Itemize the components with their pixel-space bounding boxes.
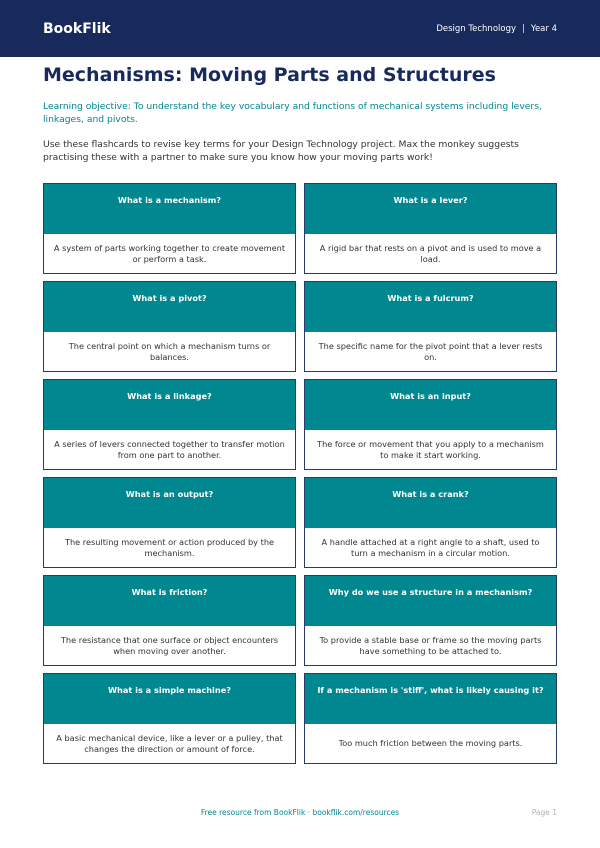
flashcard-question: What is a fulcrum? — [305, 282, 556, 332]
flashcard-question: What is a pivot? — [44, 282, 295, 332]
flashcard-question: What is a mechanism? — [44, 184, 295, 234]
flashcard-question: What is a linkage? — [44, 380, 295, 430]
learning-objective: Learning objective: To understand the key vocabulary and functions of mechanical systems including levers, linkages, and pivots. — [43, 101, 542, 125]
flashcard-question: Why do we use a structure in a mechanism? — [305, 576, 556, 626]
flashcard[interactable] — [43, 379, 296, 470]
flashcard-question: What is a lever? — [305, 184, 556, 234]
flashcard-question: What is a simple machine? — [44, 674, 295, 724]
flashcard-grid — [43, 183, 557, 764]
flashcard-answer: Too much friction between the moving parts. — [338, 738, 523, 748]
page-number: Page 1 — [531, 808, 557, 817]
flashcard-question: What is a crank? — [305, 478, 556, 528]
flashcard[interactable] — [43, 575, 296, 666]
flashcard-question: What is friction? — [44, 576, 295, 626]
flashcard-answer: The central point on which a mechanism turns or balances. — [68, 340, 271, 362]
flashcard-answer: A series of levers connected together to transfer motion from one part to another. — [54, 438, 285, 460]
flashcard[interactable] — [304, 575, 557, 666]
header-meta — [436, 24, 557, 34]
flashcard-answer: A system of parts working together to create movement or perform a task. — [53, 242, 286, 264]
flashcard-answer: A rigid bar that rests on a pivot and is used to move a load. — [319, 242, 542, 264]
flashcard[interactable] — [304, 673, 557, 764]
brand-logo[interactable]: BookFlik — [43, 20, 111, 37]
footer-credit-link[interactable]: Free resource from BookFlik · bookflik.com/resources — [200, 808, 400, 817]
flashcard[interactable] — [43, 281, 296, 372]
header-bar — [0, 0, 600, 57]
flashcard[interactable] — [304, 183, 557, 274]
page-title: Mechanisms: Moving Parts and Structures — [43, 64, 496, 86]
intro-text: Use these flashcards to revise key terms for your Design Technology project. Max the monkey suggests practising these with a partner to make sure you know how your moving parts work! — [43, 139, 519, 163]
flashcard[interactable] — [43, 673, 296, 764]
flashcard-answer: A handle attached at a right angle to a shaft, used to turn a mechanism in a circular motion. — [321, 536, 540, 558]
year-label: Year 4 — [530, 23, 557, 34]
flashcard[interactable] — [43, 477, 296, 568]
flashcard-answer: The resulting movement or action produced by the mechanism. — [64, 536, 275, 558]
flashcard[interactable] — [43, 183, 296, 274]
flashcard-answer: The resistance that one surface or object encounters when moving over another. — [60, 634, 279, 656]
flashcard-answer: The force or movement that you apply to a mechanism to make it start working. — [317, 438, 544, 460]
flashcard-question: What is an output? — [44, 478, 295, 528]
flashcard-question: What is an input? — [305, 380, 556, 430]
header-separator: | — [522, 23, 525, 34]
flashcard[interactable] — [304, 281, 557, 372]
flashcard-answer: The specific name for the pivot point that a lever rests on. — [318, 340, 543, 362]
flashcard[interactable] — [304, 379, 557, 470]
subject-label: Design Technology — [436, 23, 517, 34]
flashcard[interactable] — [304, 477, 557, 568]
flashcard-answer: A basic mechanical device, like a lever or a pulley, that changes the direction or amount of force. — [56, 732, 283, 754]
flashcard-answer: To provide a stable base or frame so the moving parts have something to be attached to. — [319, 634, 542, 656]
flashcard-question: If a mechanism is 'stiff', what is likely causing it? — [305, 674, 556, 724]
